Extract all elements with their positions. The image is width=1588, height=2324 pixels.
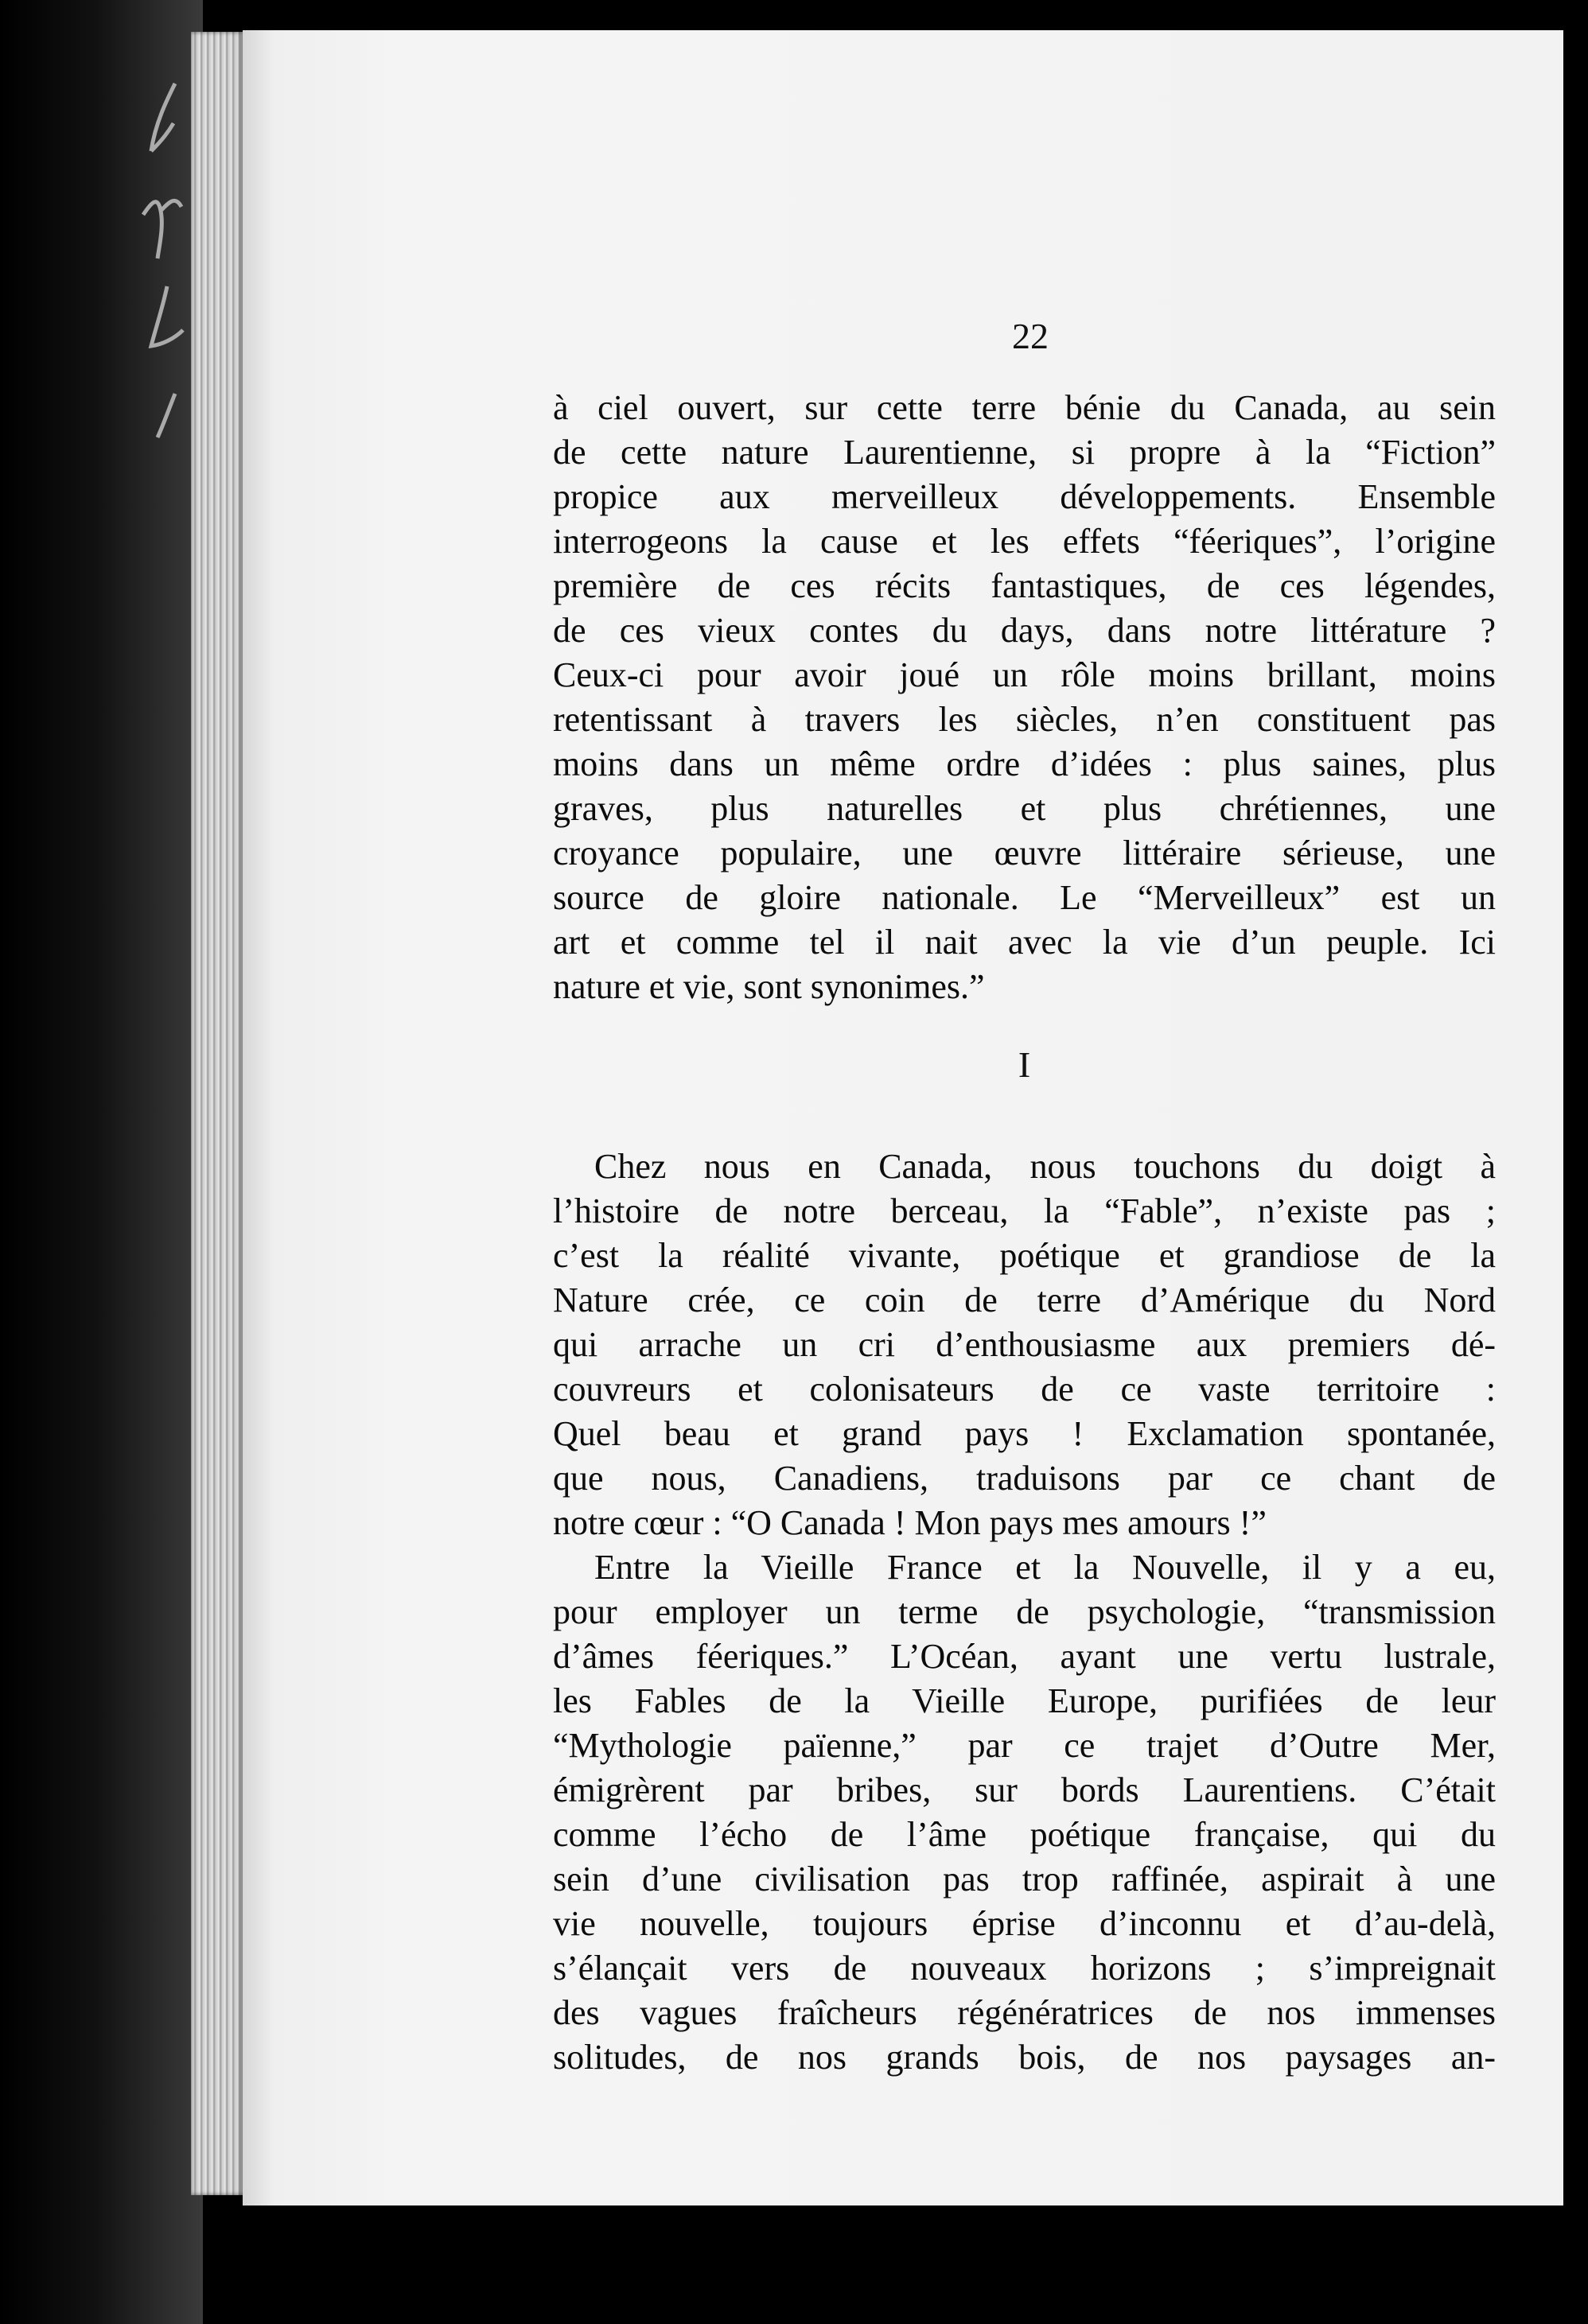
text-line: propice aux merveilleux développements. Ensemble [553, 477, 1496, 516]
paragraph-3 [553, 1545, 1496, 2080]
paragraph-2 [553, 1145, 1496, 1545]
text-line: de cette nature Laurentienne, si propre à la “Fiction” [553, 433, 1496, 472]
text-line: des vagues fraîcheurs régénératrices de nos immenses [553, 1993, 1496, 2032]
text-line: comme l’écho de l’âme poétique française, qui du [553, 1815, 1496, 1854]
text-line: Chez nous en Canada, nous touchons du doigt à [594, 1147, 1496, 1186]
text-line: “Mythologie païenne,” par ce trajet d’Outre Mer, [553, 1726, 1496, 1765]
text-line: nature et vie, sont synonimes.” [553, 967, 985, 1006]
text-line: c’est la réalité vivante, poétique et grandiose de la [553, 1236, 1496, 1275]
text-line: retentissant à travers les siècles, n’en constituent pas [553, 700, 1496, 739]
text-line: de ces vieux contes du days, dans notre littérature ? [553, 611, 1496, 650]
text-line: interrogeons la cause et les effets “féeriques”, l’origine [553, 522, 1496, 561]
text-line: Ceux-ci pour avoir joué un rôle moins brillant, moins [553, 655, 1496, 694]
text-line: graves, plus naturelles et plus chrétiennes, une [553, 789, 1496, 828]
text-line: solitudes, de nos grands bois, de nos paysages an- [553, 2038, 1496, 2077]
text-line: l’histoire de notre berceau, la “Fable”, n’existe pas ; [553, 1191, 1496, 1230]
text-line: Nature crée, ce coin de terre d’Amérique du Nord [553, 1281, 1496, 1319]
page-number: 22 [1012, 316, 1049, 356]
text-line: émigrèrent par bribes, sur bords Laurentiens. C’était [553, 1770, 1496, 1809]
text-line: Quel beau et grand pays ! Exclamation spontanée, [553, 1414, 1496, 1453]
page-text [553, 386, 1496, 2080]
section-heading: I [1018, 1044, 1031, 1085]
text-line: source de gloire nationale. Le “Merveilleux” est un [553, 878, 1496, 917]
paragraph-1 [553, 386, 1496, 1009]
text-line: à ciel ouvert, sur cette terre bénie du Canada, au sein [553, 388, 1496, 427]
text-line: notre cœur : “O Canada ! Mon pays mes amours !” [553, 1503, 1267, 1542]
text-line: d’âmes féeriques.” L’Océan, ayant une vertu lustrale, [553, 1637, 1496, 1676]
text-line: Entre la Vieille France et la Nouvelle, il y a eu, [594, 1548, 1496, 1587]
text-line: qui arrache un cri d’enthousiasme aux premiers dé- [553, 1325, 1496, 1364]
scan-left-margin [0, 0, 203, 2324]
text-line: première de ces récits fantastiques, de ces légendes, [553, 566, 1496, 605]
text-line: couvreurs et colonisateurs de ce vaste territoire : [553, 1370, 1496, 1409]
text-line: pour employer un terme de psychologie, “transmission [553, 1592, 1496, 1631]
text-line: les Fables de la Vieille Europe, purifiées de leur [553, 1681, 1496, 1720]
text-line: vie nouvelle, toujours éprise d’inconnu et d’au-delà, [553, 1904, 1496, 1943]
text-line: moins dans un même ordre d’idées : plus saines, plus [553, 744, 1496, 783]
text-line: art et comme tel il nait avec la vie d’un peuple. Ici [553, 923, 1496, 962]
text-line: croyance populaire, une œuvre littéraire sérieuse, une [553, 834, 1496, 872]
text-line: que nous, Canadiens, traduisons par ce chant de [553, 1459, 1496, 1498]
text-line: s’élançait vers de nouveaux horizons ; s’impreignait [553, 1949, 1496, 1988]
text-line: sein d’une civilisation pas trop raffinée, aspirait à une [553, 1860, 1496, 1898]
